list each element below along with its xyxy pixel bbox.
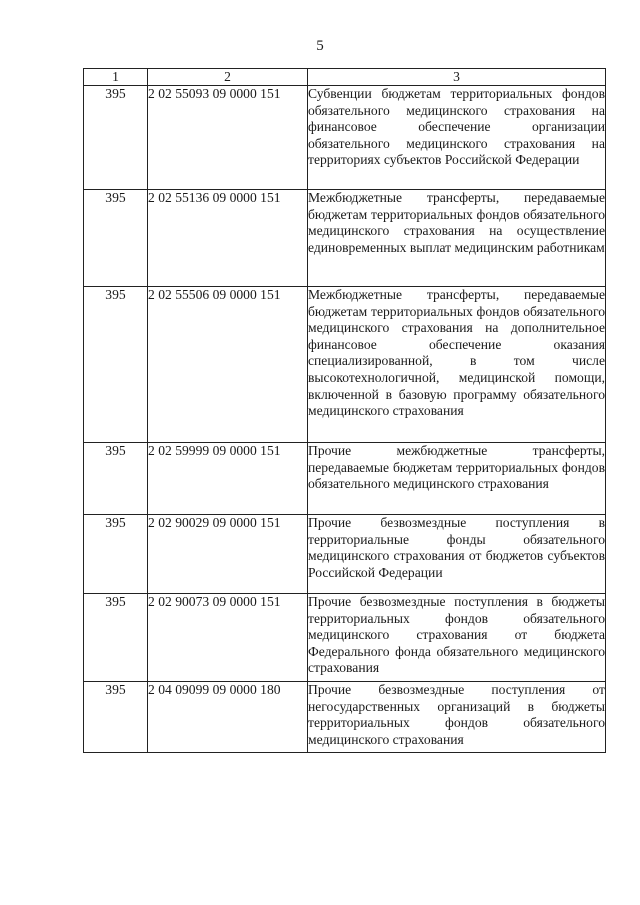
description-cell: Межбюджетные трансферты, передаваемые бюджетам территориальных фондов обязательного медицинского страхования на осуществление единовременных выплат медицинским работникам <box>308 190 606 287</box>
table-header-row <box>84 69 606 86</box>
description-cell: Прочие безвозмездные поступления в бюджеты территориальных фондов обязательного медицинского страхования от бюджета Федерального фонда обязательного медицинского страхования <box>308 594 606 682</box>
admin-code-cell: 395 <box>84 443 148 515</box>
admin-code-cell: 395 <box>84 682 148 753</box>
description-cell: Прочие безвозмездные поступления в территориальные фонды обязательного медицинского страхования от бюджетов субъектов Российской Федерации <box>308 515 606 594</box>
budget-code-cell: 2 02 90073 09 0000 151 <box>148 594 308 682</box>
table-row <box>84 287 606 443</box>
budget-code-cell: 2 02 55136 09 0000 151 <box>148 190 308 287</box>
description-cell: Прочие межбюджетные трансферты, передаваемые бюджетам территориальных фондов обязательного медицинского страхования <box>308 443 606 515</box>
table-row <box>84 443 606 515</box>
table-row <box>84 594 606 682</box>
description-cell: Межбюджетные трансферты, передаваемые бюджетам территориальных фондов обязательного медицинского страхования на дополнительное финансовое обеспечение оказания специализированной, в том числе высокотехнологичной, медицинской помощи, включенной в базовую программу обязательного медицинского страхования <box>308 287 606 443</box>
admin-code-cell: 395 <box>84 86 148 190</box>
column-header-2: 2 <box>148 69 308 86</box>
admin-code-cell: 395 <box>84 287 148 443</box>
page-number: 5 <box>316 38 324 54</box>
table-row <box>84 515 606 594</box>
column-header-3: 3 <box>308 69 606 86</box>
budget-code-cell: 2 02 90029 09 0000 151 <box>148 515 308 594</box>
budget-classification-table <box>83 68 606 753</box>
column-header-1: 1 <box>84 69 148 86</box>
description-cell: Прочие безвозмездные поступления от негосударственных организаций в бюджеты территориальных фондов обязательного медицинского страхования <box>308 682 606 753</box>
budget-code-cell: 2 04 09099 09 0000 180 <box>148 682 308 753</box>
table-row <box>84 190 606 287</box>
budget-code-cell: 2 02 55506 09 0000 151 <box>148 287 308 443</box>
admin-code-cell: 395 <box>84 190 148 287</box>
table-row <box>84 682 606 753</box>
description-cell: Субвенции бюджетам территориальных фондов обязательного медицинского страхования на финансовое обеспечение организации обязательного медицинского страхования на территориях субъектов Российской Федерации <box>308 86 606 190</box>
admin-code-cell: 395 <box>84 515 148 594</box>
budget-code-cell: 2 02 55093 09 0000 151 <box>148 86 308 190</box>
budget-code-cell: 2 02 59999 09 0000 151 <box>148 443 308 515</box>
admin-code-cell: 395 <box>84 594 148 682</box>
table-row <box>84 86 606 190</box>
